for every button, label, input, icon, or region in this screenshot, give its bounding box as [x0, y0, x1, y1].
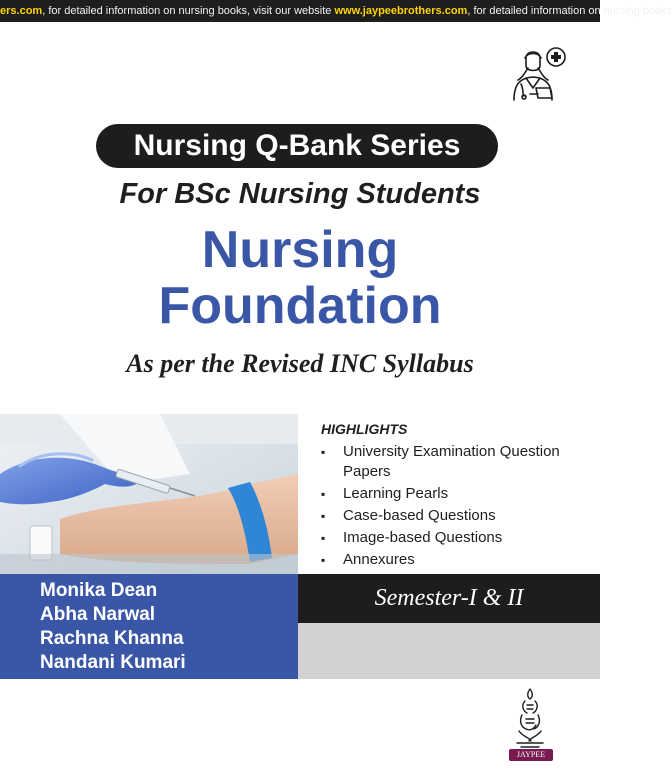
semester-label: Semester-I & II	[298, 574, 600, 623]
book-subtitle: For BSc Nursing Students	[119, 178, 481, 210]
author-name: Nandani Kumari	[40, 652, 186, 673]
book-title	[0, 222, 600, 334]
authors-panel	[0, 574, 298, 679]
strip-url[interactable]: www.jaypeebrothers.com	[334, 5, 468, 17]
highlight-item: ▪ Case-based Questions	[321, 506, 591, 526]
syllabus-note: As per the Revised INC Syllabus	[126, 349, 474, 378]
author-name: Abha Narwal	[40, 604, 156, 625]
strip-text-1: , for detailed information on nursing books, visit our website	[42, 5, 335, 17]
highlights-heading: HIGHLIGHTS	[321, 421, 408, 437]
highlight-item: ▪ University Examination Question Papers	[321, 442, 591, 482]
top-info-strip	[0, 0, 672, 22]
highlight-item: ▪ Image-based Questions	[321, 528, 591, 548]
grey-band	[298, 623, 600, 679]
strip-url-fragment: ers.com	[0, 5, 43, 17]
title-line-1: Nursing	[201, 221, 399, 279]
highlight-item: ▪ Learning Pearls	[321, 484, 591, 504]
nurse-logo-icon	[506, 44, 568, 104]
title-line-2: Foundation	[158, 277, 442, 335]
author-name: Monika Dean	[40, 580, 158, 601]
highlight-item: ▪ Annexures	[321, 550, 591, 570]
jaypee-wordmark: JAYPEE	[509, 749, 553, 761]
highlights-list	[321, 442, 591, 572]
strip-text-2: , for detailed information on nursing books	[467, 5, 672, 17]
author-name: Rachna Khanna	[40, 628, 184, 649]
series-badge: Nursing Q-Bank Series	[96, 124, 498, 168]
cover-photo	[0, 414, 298, 574]
